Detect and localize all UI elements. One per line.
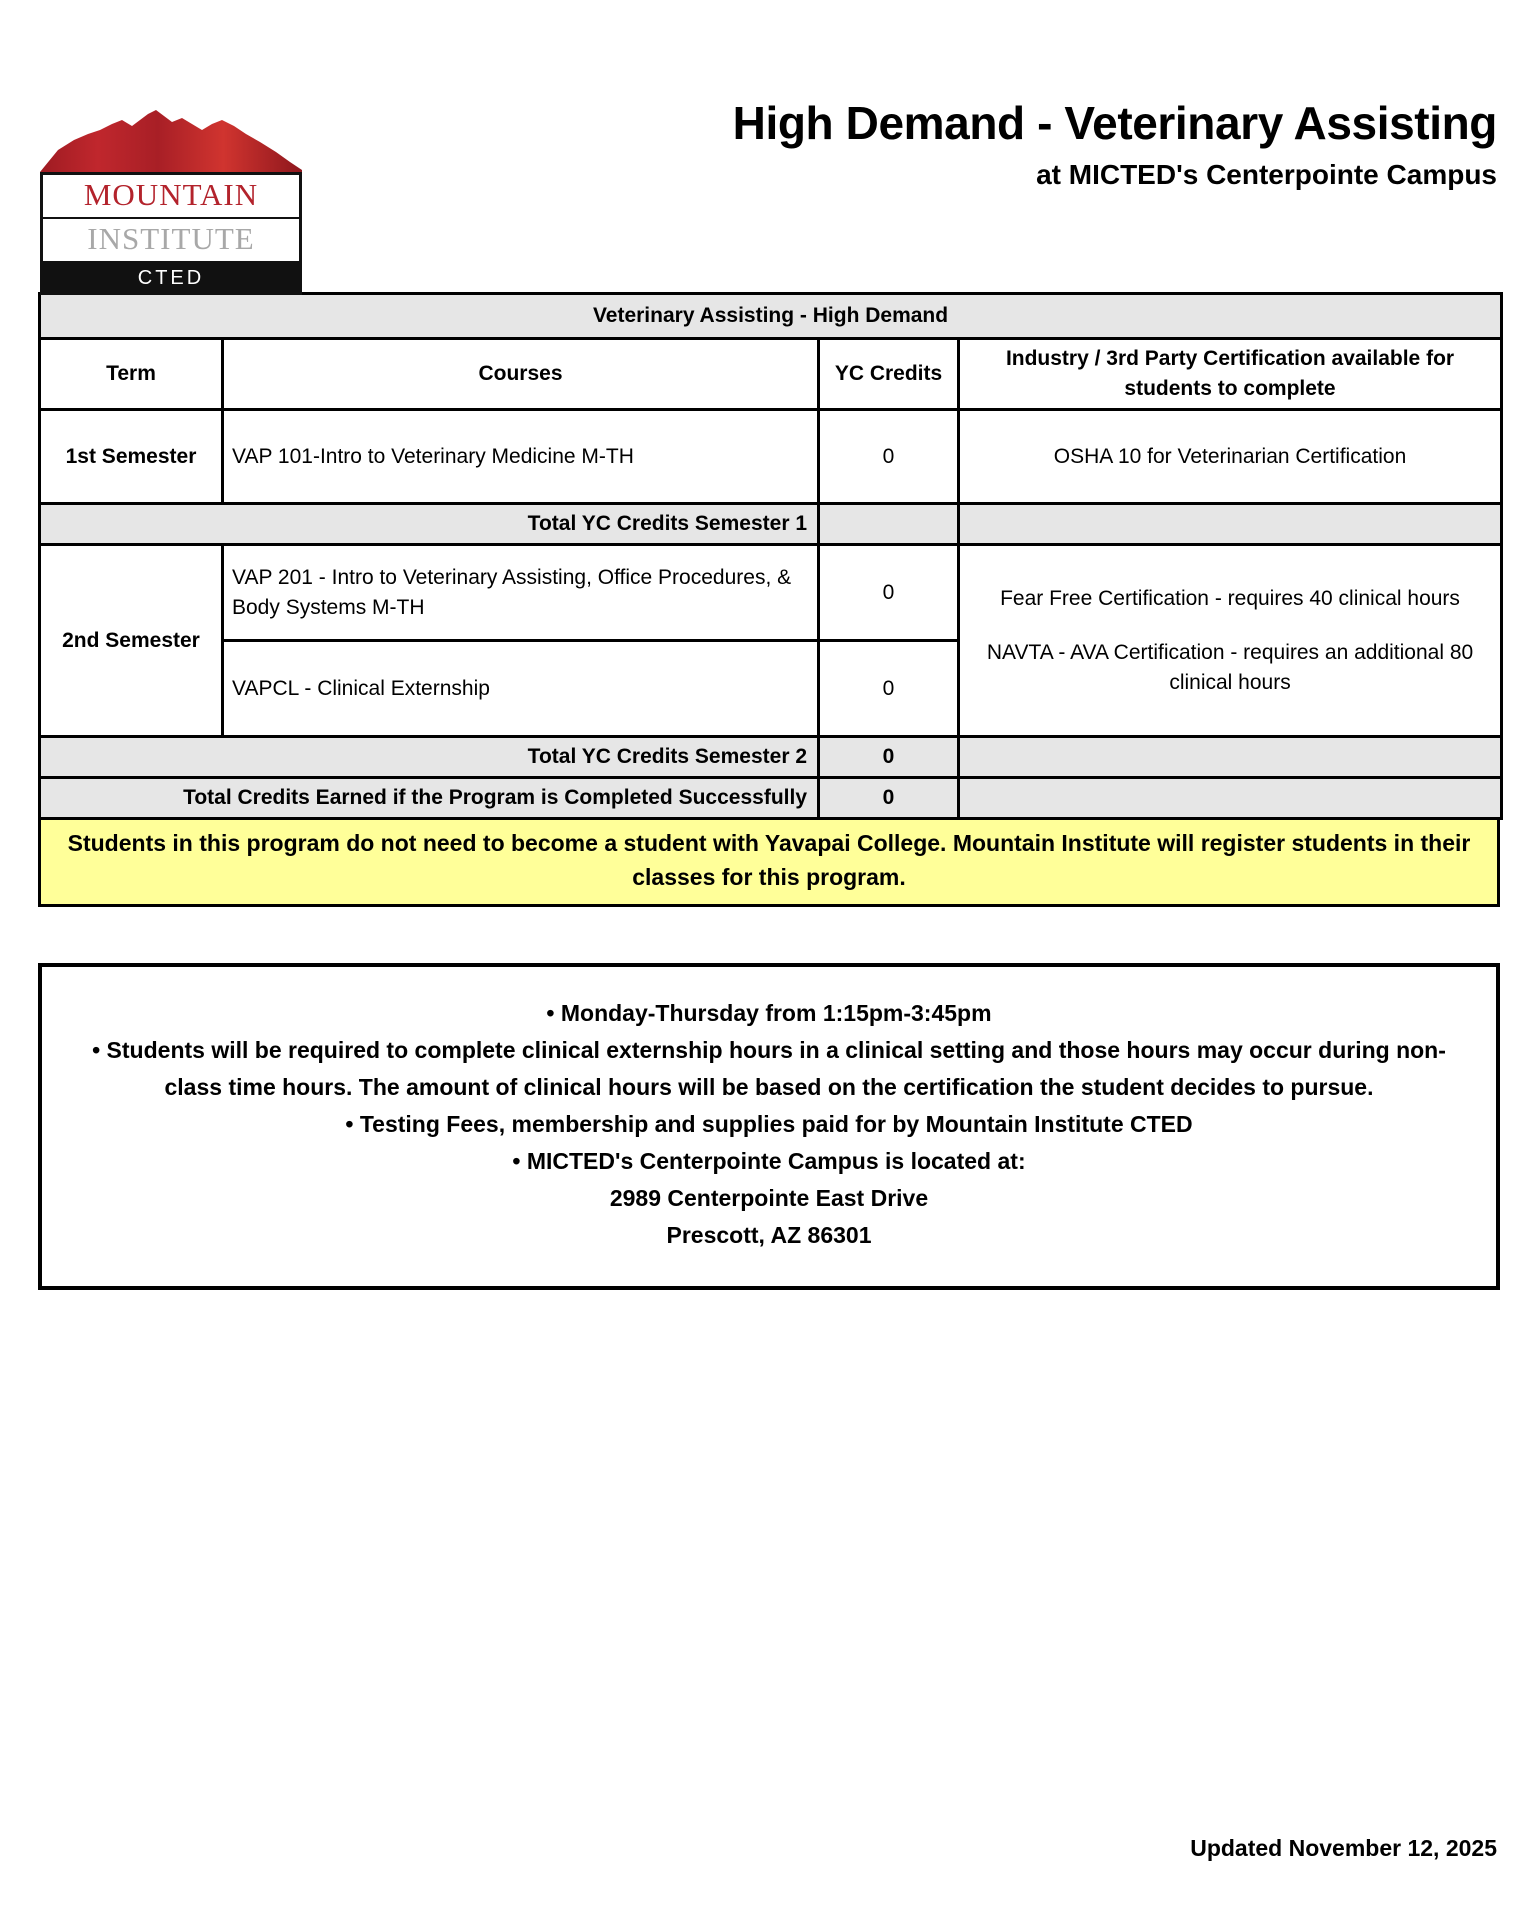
note-externship: • Students will be required to complete clinical externship hours in a clinical setting and those hours may occur during non-class time hours. The amount of clinical hours will be based on the certification the student decides to pursue.	[92, 1037, 1446, 1100]
schedule-table	[38, 292, 1503, 820]
note-fees: • Testing Fees, membership and supplies paid for by Mountain Institute CTED	[345, 1111, 1193, 1137]
note-address-city: Prescott, AZ 86301	[666, 1222, 872, 1248]
mountain-peak-icon	[40, 108, 302, 172]
document-header	[0, 0, 1537, 289]
cell-term-sem1: 1st Semester	[40, 410, 223, 504]
note-location: • MICTED's Centerpointe Campus is located at:	[512, 1148, 1026, 1174]
cell-credits-sem2-a: 0	[819, 545, 959, 641]
table-row-total-semester-2	[40, 737, 1502, 778]
logo-line-mountain: MOUNTAIN	[40, 172, 302, 219]
cell-certification-sem2	[959, 545, 1502, 737]
yavapai-college-note: Students in this program do not need to become a student with Yavapai College. Mountain Institute will register students in their classes for this program.	[38, 820, 1500, 907]
cell-certification-sem1: OSHA 10 for Veterinarian Certification	[959, 410, 1502, 504]
cell-course-sem1: VAP 101-Intro to Veterinary Medicine M-TH	[223, 410, 819, 504]
certification-line-1: Fear Free Certification - requires 40 clinical hours	[1000, 586, 1460, 610]
note-address-street: 2989 Centerpointe East Drive	[609, 1185, 929, 1211]
cell-term-sem2: 2nd Semester	[40, 545, 223, 737]
cell-course-sem2-a: VAP 201 - Intro to Veterinary Assisting, Office Procedures, & Body Systems M-TH	[223, 545, 819, 641]
column-header-certification: Industry / 3rd Party Certification available for students to complete	[959, 339, 1502, 410]
value-program-total: 0	[819, 778, 959, 819]
logo-line-cted: CTED	[40, 261, 302, 295]
column-header-term: Term	[40, 339, 223, 410]
program-details-box	[38, 963, 1500, 1290]
page-title: High Demand - Veterinary Assisting	[732, 97, 1497, 149]
table-row-total-semester-1	[40, 504, 1502, 545]
blank-total-sem2	[959, 737, 1502, 778]
certification-line-2: NAVTA - AVA Certification - requires an additional 80 clinical hours	[986, 640, 1474, 694]
table-banner-row	[40, 294, 1502, 339]
updated-date: Updated November 12, 2025	[1190, 1835, 1497, 1861]
value-total-sem1	[819, 504, 959, 545]
blank-program-total	[959, 778, 1502, 819]
label-program-total: Total Credits Earned if the Program is Completed Successfully	[40, 778, 819, 819]
column-header-credits: YC Credits	[819, 339, 959, 410]
label-total-sem2: Total YC Credits Semester 2	[40, 737, 819, 778]
cell-course-sem2-b: VAPCL - Clinical Externship	[223, 641, 819, 737]
page-subtitle: at MICTED's Centerpointe Campus	[1036, 159, 1497, 190]
logo-line-institute: INSTITUTE	[40, 219, 302, 261]
table-banner: Veterinary Assisting - High Demand	[40, 294, 1502, 339]
blank-total-sem1	[959, 504, 1502, 545]
cell-credits-sem1: 0	[819, 410, 959, 504]
label-total-sem1: Total YC Credits Semester 1	[40, 504, 819, 545]
certification-spacer	[968, 614, 1492, 638]
mountain-institute-logo	[40, 108, 302, 295]
schedule-table-wrapper	[38, 292, 1499, 820]
table-row-program-total	[40, 778, 1502, 819]
table-row-semester-1	[40, 410, 1502, 504]
note-schedule: • Monday-Thursday from 1:15pm-3:45pm	[546, 1000, 992, 1026]
table-row-semester-2a	[40, 545, 1502, 641]
value-total-sem2: 0	[819, 737, 959, 778]
cell-credits-sem2-b: 0	[819, 641, 959, 737]
column-header-courses: Courses	[223, 339, 819, 410]
table-header-row	[40, 339, 1502, 410]
